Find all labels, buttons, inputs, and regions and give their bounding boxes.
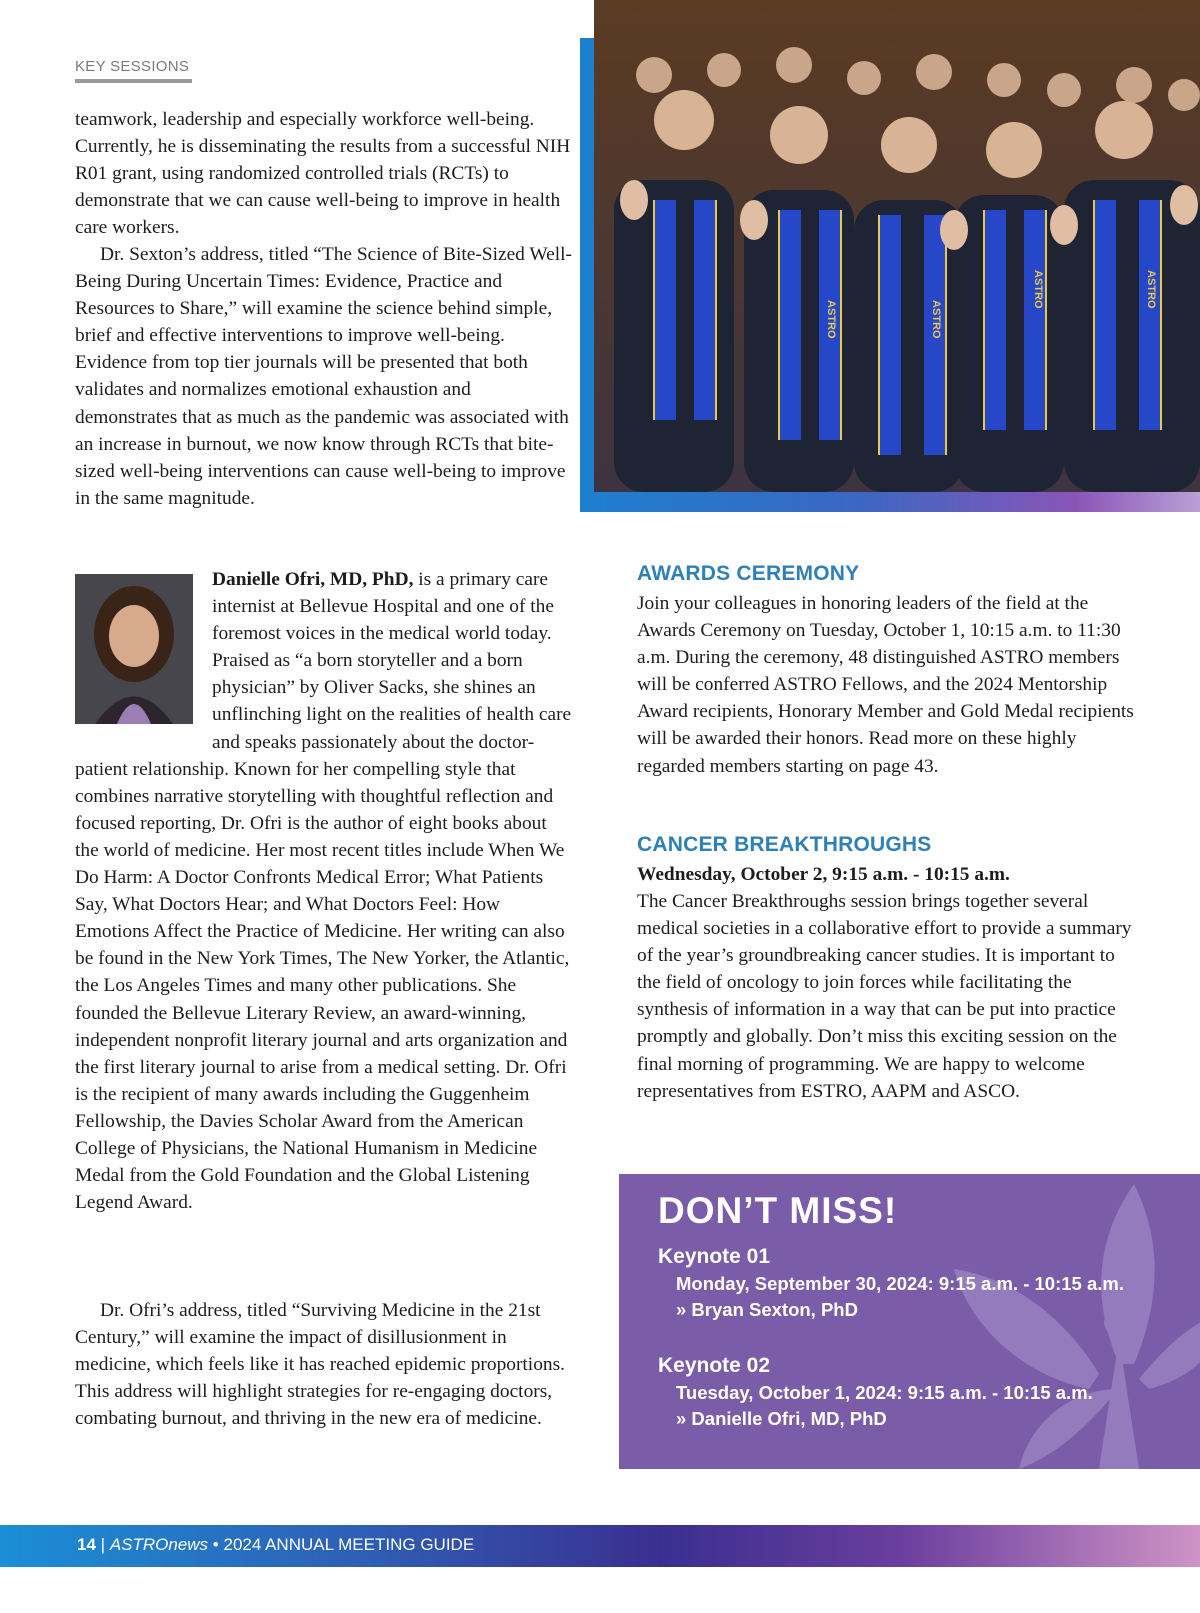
ofri-address-paragraph: Dr. Ofri’s address, titled “Surviving Medicine in the 21st Century,” will examine the impact of disillusionment in medicine, which feels like it has reached epidemic proportions. This address will highlight strategies for re-engaging doctors, combating burnout, and thriving in the new era of medicine. <box>75 1300 565 1430</box>
footer-separator: | <box>100 1535 106 1554</box>
page-number: 14 <box>77 1535 96 1554</box>
sexton-address-paragraph: Dr. Sexton’s address, titled “The Science of Bite-Sized Well-Being During Uncertain Times: Evidence, Practice and Resources to Share,” will examine the science behind simple, brief and effective interventions to improve well-being. Evidence from top tier journals will be presented that both validates and normalizes emotional exhaustion and demonstrates that as much as the pandemic was associated with an increase in burnout, we now know through RCTs that bite-sized well-being interventions can cause well-being to improve in the same magnitude. <box>75 244 572 509</box>
keynote-02-title: Keynote 02 <box>658 1354 771 1377</box>
crowd-illustration <box>594 0 1200 492</box>
dont-miss-box <box>619 1174 1200 1469</box>
stole-label: ASTRO <box>930 300 942 339</box>
keynote-01-speaker-link[interactable]: » Bryan Sexton, PhD <box>676 1299 858 1320</box>
portrait-wrap-spacer <box>75 566 212 730</box>
guide-title: 2024 ANNUAL MEETING GUIDE <box>223 1535 475 1554</box>
stole-label: ASTRO <box>1145 270 1157 309</box>
keynote-02-speaker-link[interactable]: » Danielle Ofri, MD, PhD <box>676 1408 887 1429</box>
ofri-name: Danielle Ofri, MD, PhD, <box>212 569 414 590</box>
footer-text <box>77 1535 474 1555</box>
footer-bar <box>0 1525 1200 1567</box>
footer-bullet: • <box>212 1535 219 1554</box>
keynote-01-date: Monday, September 30, 2024: 9:15 a.m. - 10:15 a.m. <box>676 1273 1124 1294</box>
section-tag-underline <box>75 79 192 83</box>
cancer-breakthroughs-date: Wednesday, October 2, 9:15 a.m. - 10:15 a.m. <box>637 864 1010 885</box>
ofri-bio-text: is a primary care internist at Bellevue Hospital and one of the foremost voices in the medical world today. Praised as “a born storyteller and a born physician” by Oliver Sacks, she shines an unflinching light on the realities of health care and speaks passionately about the doctor-patient relationship. Known for her compelling style that combines narrative storytelling with thoughtful reflection and focused reporting, Dr. Ofri is the author of eight books about the world of medicine. Her most recent titles include When We Do Harm: A Doctor Confronts Medical Error; What Patients Say, What Doctors Hear; and What Doctors Feel: How Emotions Affect the Practice of Medicine. Her writing can also be found in the New York Times, The New Yorker, the Atlantic, the Los Angeles Times and many other publications. She founded the Bellevue Literary Review, an award-winning, independent nonprofit literary journal and arts organization and the first literary journal to arise from a medical setting. Dr. Ofri is the recipient of many awards including the Guggenheim Fellowship, the Davies Scholar Award from the American College of Physicians, the National Humanism in Medicine Medal from the Gold Foundation and the Global Listening Legend Award. <box>75 569 572 1214</box>
cancer-breakthroughs-text: The Cancer Breakthroughs session brings together several medical societies in a collaborative effort to provide a summary of the year’s groundbreaking cancer studies. It is important to the field of oncology to join forces while facilitating the synthesis of information in a way that can be put into practice promptly and globally. Don’t miss this exciting session on the final morning of programming. We are happy to welcome representatives from ESTRO, AAPM and ASCO. <box>637 891 1132 1102</box>
publication-name: ASTROnews <box>109 1535 209 1554</box>
sexton-bio-continued: teamwork, leadership and especially workforce well-being. Currently, he is disseminating the results from a successful NIH R01 grant, using randomized controlled trials (RCTs) to demonstrate that we can cause well-being to improve in health care workers. <box>75 109 571 239</box>
keynote-02-date: Tuesday, October 1, 2024: 9:15 a.m. - 10:15 a.m. <box>676 1382 1093 1403</box>
fellows-ceremony-photo <box>594 0 1200 492</box>
stole-label: ASTRO <box>825 300 837 339</box>
section-tag: KEY SESSIONS <box>75 58 190 75</box>
cancer-breakthroughs-heading: CANCER BREAKTHROUGHS <box>637 833 932 856</box>
ofri-bio <box>75 566 575 1216</box>
awards-ceremony-text: Join your colleagues in honoring leaders of the field at the Awards Ceremony on Tuesday, October 1, 10:15 a.m. to 11:30 a.m. During the ceremony, 48 distinguished ASTRO members will be conferred ASTRO Fellows, and the 2024 Mentorship Award recipients, Honorary Member and Gold Medal recipients will be awarded their honors. Read more on these highly regarded members starting on page 43. <box>637 593 1134 777</box>
keynote-01-title: Keynote 01 <box>658 1245 771 1268</box>
stole-label: ASTRO <box>1032 270 1044 309</box>
dont-miss-title: DON’T MISS! <box>658 1190 898 1231</box>
awards-ceremony-heading: AWARDS CEREMONY <box>637 562 860 585</box>
